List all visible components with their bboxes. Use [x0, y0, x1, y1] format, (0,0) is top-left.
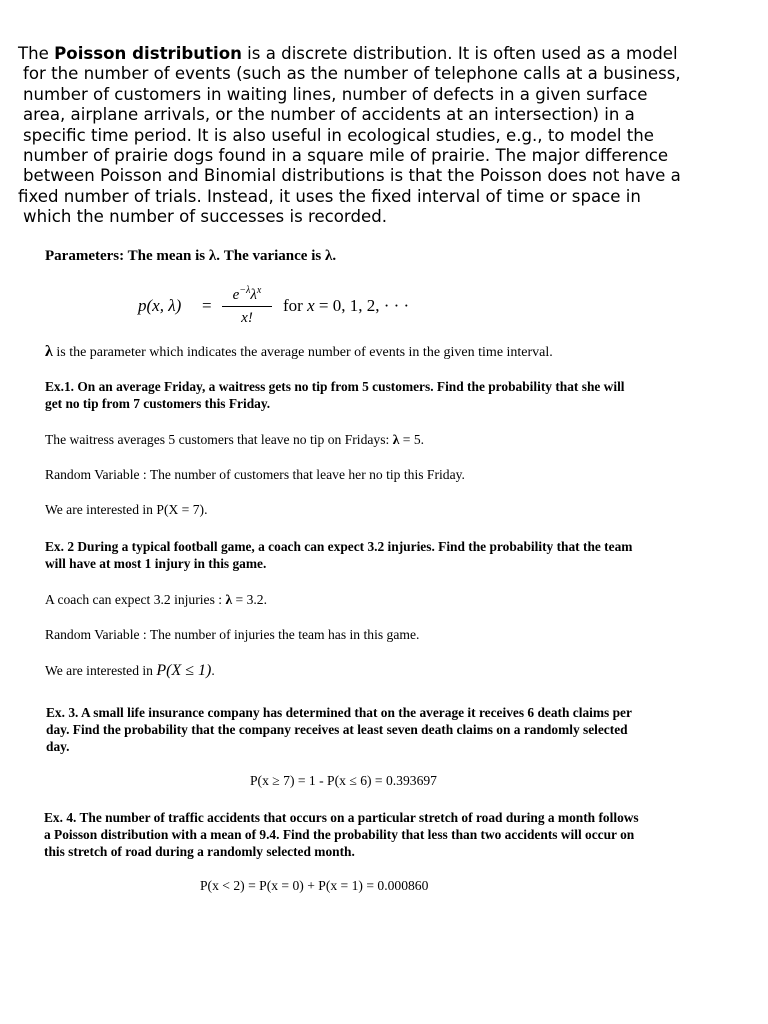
intro-text: is a discrete distribution. It is often used as a model: [241, 44, 678, 63]
ex2-lambda-text: A coach can expect 3.2 injuries :: [45, 592, 226, 607]
intro-line: number of prairie dogs found in a square mile of prairie. The major difference: [23, 146, 669, 166]
lambda-symbol: λ: [225, 592, 233, 607]
ex3-question-line: day. Find the probability that the company receives at least seven death claims on a randomly selected: [46, 722, 628, 737]
ex1-interest: We are interested in P(X = 7).: [45, 502, 208, 517]
formula-condition: [283, 296, 409, 316]
ex4-question-line: [44, 809, 639, 826]
ex4-question-line: a Poisson distribution with a mean of 9.4. Find the probability that less than two accidents will occur on: [44, 827, 635, 842]
num-lambda: λ: [250, 287, 257, 303]
intro-line: which the number of successes is recorded.: [23, 207, 388, 227]
intro-line: [18, 44, 758, 64]
ex4-question-line: this stretch of road during a randomly selected month.: [44, 844, 355, 859]
cond-post: = 0, 1, 2, · · ·: [314, 296, 410, 315]
ex3-question-line: day.: [46, 739, 70, 754]
ex4-label: Ex. 4: [44, 810, 74, 825]
ex1-question: [45, 378, 625, 412]
ex2-interest: [45, 662, 215, 680]
intro-line: specific time period. It is also useful in ecological studies, e.g., to model the: [23, 125, 654, 145]
lambda-symbol: λ: [392, 432, 400, 447]
intro-line: area, airplane arrivals, or the number of accidents at an intersection) in a: [23, 105, 635, 125]
ex3-answer: P(x ≥ 7) = 1 - P(x ≤ 6) = 0.393697: [250, 773, 437, 788]
ex2-interest-text: We are interested in: [45, 663, 157, 678]
ex4-answer: P(x < 2) = P(x = 0) + P(x = 1) = 0.000860: [200, 878, 429, 893]
intro-term: Poisson distribution: [54, 44, 242, 63]
lambda-symbol: λ: [45, 343, 53, 360]
ex2-lambda-value: = 3.2.: [232, 592, 267, 607]
intro-line: number of customers in waiting lines, number of defects in a given surface: [23, 84, 648, 104]
lambda-text: is the parameter which indicates the average number of events in the given time interval.: [52, 345, 553, 360]
ex3-question-line: [46, 704, 632, 721]
ex4-question: [44, 809, 639, 860]
lambda-description: [45, 343, 553, 361]
ex1-lambda-value: = 5.: [399, 432, 425, 447]
parameters-line: [45, 248, 336, 265]
intro-paragraph: [18, 44, 758, 228]
ex1-question-line: Ex.1. On an average Friday, a waitress gets no tip from 5 customers. Find the probability that she will: [45, 379, 625, 394]
cond-pre: for: [283, 296, 308, 315]
formula-equals: =: [202, 296, 212, 315]
formula-lhs: p(x, λ): [138, 296, 182, 315]
ex1-lambda-line: [45, 432, 424, 448]
parameters-label: Parameters: [45, 248, 120, 264]
ex1-lambda-text: The waitress averages 5 customers that leave no tip on Fridays:: [45, 432, 393, 447]
parameters-text: : The mean is λ. The variance is λ.: [119, 248, 337, 264]
num-base: e: [232, 287, 240, 303]
ex2-question-line: will have at most 1 injury in this game.: [45, 556, 267, 571]
ex2-interest-period: .: [211, 663, 215, 678]
ex3-text: . A small life insurance company has determined that on the average it receives 6 death claims per: [75, 705, 632, 720]
cond-var: x: [307, 296, 315, 315]
intro-text: The: [18, 44, 55, 63]
ex3-question: [46, 704, 632, 755]
fraction-bar: [222, 306, 272, 307]
ex2-question: [45, 538, 632, 572]
formula-fraction: [222, 282, 272, 327]
formula-numerator: [222, 282, 272, 304]
num-exp: −λ: [239, 285, 251, 296]
ex1-random-variable: Random Variable : The number of customers that leave her no tip this Friday.: [45, 467, 465, 482]
intro-line: for the number of events (such as the number of telephone calls at a business,: [23, 64, 681, 84]
formula-denominator: x!: [241, 310, 253, 326]
num-exp2: x: [256, 285, 262, 296]
ex4-text: . The number of traffic accidents that occurs on a particular stretch of road during a month follows: [73, 810, 639, 825]
intro-line: between Poisson and Binomial distributions is that the Poisson does not have a: [23, 166, 681, 186]
ex2-interest-math: P(X ≤ 1): [156, 662, 212, 679]
ex1-question-line: get no tip from 7 customers this Friday.: [45, 396, 271, 411]
ex2-random-variable: Random Variable : The number of injuries the team has in this game.: [45, 627, 420, 642]
ex2-question-line: Ex. 2 During a typical football game, a coach can expect 3.2 injuries. Find the probability that the team: [45, 539, 633, 554]
ex2-lambda-line: [45, 592, 267, 608]
ex3-label: Ex. 3: [46, 705, 76, 720]
intro-line: fixed number of trials. Instead, it uses the fixed interval of time or space in: [18, 186, 641, 206]
